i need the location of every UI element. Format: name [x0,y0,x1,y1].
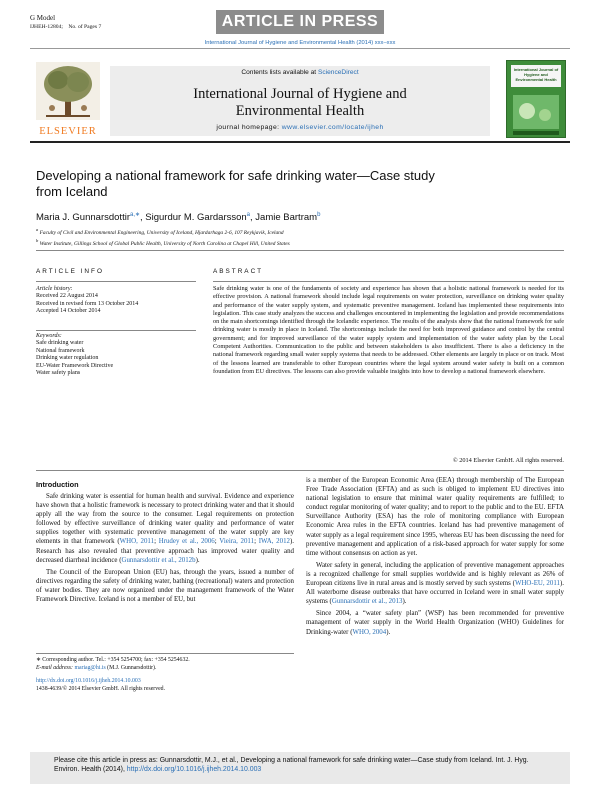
author-list [36,209,320,224]
paragraph [306,609,564,636]
affiliation-line [36,237,556,248]
article-info-heading: ARTICLE INFO [36,268,104,275]
introduction-heading: Introduction [36,480,79,489]
keyword-item: Water safety plans [36,370,81,377]
text-run: is a member of the European Economic Area (EEA) through membership of The European Free Trade Association (EFTA) and as such is obliged to implement EU directives into national legislation to ensure that minimal water quality requirements are fulfilled; to conduct regular monitoring of water quality; and to report to the public and to the EU. EFTA Surveillance Authority (ESA) has the role of monitoring compliance with European Economic Area rules in the EFTA countries. Iceland has had preventive management of water supply as a legal requirement since 1995, whereas EU has been discussing the need for preventive management and application of a risk-based approach for water supply for some time without consensus on action as yet. [306,477,564,557]
history-rule [36,330,196,331]
abstract-rule [213,281,564,282]
text-run: ). [386,628,391,636]
journal-title-line1: International Journal of Hygiene and [193,86,407,102]
author-name: Jamie Bartram [255,212,318,224]
cover-art-icon [507,91,565,138]
author-separator: , [250,212,256,224]
affiliation-marker: b [36,238,39,244]
history-label: Article history: [36,286,73,292]
article-title [36,168,556,200]
email-link[interactable]: mariag@hi.is [74,664,106,671]
footnote-rule [36,653,294,654]
abstract-text: Safe drinking water is one of the fundaments of society and experience has shown that a holistic national framework is needed for its effective provision. A national framework should include legal requirements on water protection, surveillance on drinking water quality and performance of the water supply system, and systematic preventive management. Iceland has implemented these requirements into legislation. This case study analyzes the success and challenges encountered in implementing the legislation and provide recommendations on the main shortcomings identified through the Icelandic experience. The results of the analysis show that the national framework for safe drinking water is mostly in place in Iceland. The shortcomings include the need for both improved guidance and control by the central government; and for improved surveillance of the water supply system and implementation of the water safety plan by the Local Competent Authorities. Communication to the public and between stakeholders is also insufficient. There is also a deficiency in the national framework regarding small water supply systems that needs to be addressed. Other elements are largely in place or on track. Most of the lessons learned are transferable to other European countries where the legal system around water safety is built on a common foundation from EU directives. The lessons can also provide valuable insights into how to develop a national framework elsewhere. [213,285,564,375]
journal-citation-line: International Journal of Hygiene and Environmental Health (2014) xxx–xxx [204,40,396,46]
author-separator: , [140,212,146,224]
elsevier-tree-icon [36,62,100,120]
text-run: ). [195,556,200,564]
article-title-line2: from Iceland [36,184,108,199]
citation-link[interactable]: IWA, 2012 [258,538,290,546]
history-item: Received in revised form 13 October 2014 [36,300,139,307]
citation-link[interactable]: Gunnarsdottir et al., 2013 [331,598,403,606]
journal-title-line2: Environmental Health [235,103,365,119]
text-run: ). All waterborne disease outbreaks that have occurred in Iceland were in small water supply systems ( [306,580,564,606]
citation-link[interactable]: Hrudey et al., 2006 [158,538,215,546]
text-run: ). Research has also revealed that preventive approach has improved water quality and decreased diarrheal incidence ( [36,538,294,564]
text-run: ). [402,598,407,606]
contents-available [110,70,490,77]
sciencedirect-link[interactable]: ScienceDirect [317,69,359,76]
keyword-item: EU-Water Framework Directive [36,362,114,369]
email-suffix: (M.J. Gunnarsdottir). [107,664,157,671]
author-affiliation-marker: b [317,212,321,218]
intro-right-column [306,476,564,640]
text-run: ; [254,538,259,546]
citation-link[interactable]: Gunnarsdottir et al., 2012b [121,556,196,564]
article-id: IJHEH-12804; [30,24,63,30]
doi-link[interactable]: http://dx.doi.org/10.1016/j.ijheh.2014.10.003 [36,678,141,685]
g-model-label: G Model [30,14,56,22]
text-run: Water safety in general, including the application of preventive management approaches is a recognized challenge for small supplies worldwide and is highly relevant as 26% of European citizens live in rural areas and is mostly served by such systems ( [306,561,564,588]
article-title-line1: Developing a national framework for safe drinking water—Case study [36,168,435,183]
article-in-press-banner: ARTICLE IN PRESS [216,10,384,34]
page-count: No. of Pages 7 [68,24,102,30]
text-run: ; [214,538,220,546]
elsevier-logo [36,62,100,137]
intro-left-column [36,492,294,607]
keyword-item: Drinking water regulation [36,355,99,362]
paragraph [306,561,564,606]
author-affiliation-marker: a [246,212,251,218]
history-item: Received 22 August 2014 [36,293,98,300]
abstract-copyright: © 2014 Elsevier GmbH. All rights reserved. [452,457,564,464]
affiliation-line [36,226,556,237]
author-name: Sigurdur M. Gardarsson [145,212,247,224]
citation-link[interactable]: WHO, 2011 [119,538,155,546]
contents-prefix: Contents lists available at [241,69,317,76]
history-item: Accepted 14 October 2014 [36,308,101,315]
corresponding-author-note: ∗ Corresponding author. Tel.: +354 5254700; fax: +354 5254632. [36,657,190,663]
paragraph [36,568,294,604]
elsevier-wordmark: ELSEVIER [39,126,97,137]
abstract-bottom-rule [36,470,564,471]
affiliation-text: Faculty of Civil and Environmental Engineering, University of Iceland, Hjardarhaga 2-6, 107 Reykjavik, Iceland [38,229,284,236]
keyword-item: Safe drinking water [36,340,84,347]
cite-this-text [30,752,570,779]
text-run: ; [154,538,159,546]
cite-text: Please cite this article in press as: Gunnarsdottir, M.J., et al., Developing a national framework for safe drinking water—Case study from Iceland. Int. J. Hyg. Environ. Health (2014), [54,757,529,774]
affiliation-marker: a [36,227,39,232]
cover-title: International Journal of Hygiene and Environmental Health [511,65,561,87]
footnotes [36,657,294,693]
cite-doi-link[interactable]: http://dx.doi.org/10.1016/j.ijheh.2014.10.003 [126,766,262,774]
text-run: The Council of the European Union (EU) has, through the years, issued a number of directives regarding the safety of drinking water, bathing (recreational) waters and protection of water bodies. They are now organized under the management framework of the Water Framework Directive. Iceland is not a member of EU, but [36,568,294,604]
journal-homepage [110,124,490,131]
paragraph [306,476,564,558]
abstract-heading: ABSTRACT [213,268,264,275]
affiliation-text: Water Institute, Gillings School of Global Public Health, University of North Carolina at Chapel Hill, United States [38,241,290,248]
issn-line: 1438-4639/© 2014 Elsevier GmbH. All rights reserved. [36,685,166,692]
homepage-label: journal homepage: [216,124,280,131]
author-affiliation-marker: a,∗ [129,212,141,218]
keywords-list [36,340,196,377]
paragraph [36,492,294,565]
email-line [36,665,294,673]
journal-cover-thumbnail [506,60,566,138]
cite-this-article-box [30,752,570,784]
author-name: Maria J. Gunnarsdottir [36,212,130,224]
keywords-block [36,333,196,377]
affiliations [36,226,556,249]
text-run: Safe drinking water is essential for human health and survival. Evidence and experience have shown that a holistic framework is necessary to protect drinking water and that it should apply all the way from the source to the consumer. Legal requirements on protection followed by effective surveillance of drinking water quality and performance of water supplies together with systematic preventive management of the water supply are key elements in that framework ( [36,493,294,546]
citation-link[interactable]: Vieira, 2011 [219,538,255,546]
affiliation-rule [36,250,564,251]
citation-link[interactable]: WHO-EU, 2011 [514,580,560,588]
article-info-rule [36,281,196,282]
text-run: Since 2004, a “water safety plan” (WSP) has been recommended for preventive management of water supply in the World Health Organization (WHO) Guidelines for Drinking-water ( [306,610,564,636]
journal-title [110,86,490,120]
keywords-label: Keywords: [36,333,62,339]
article-id-line [30,24,101,31]
header-rule [30,48,570,49]
history-list [36,293,196,315]
citation-link[interactable]: WHO, 2004 [352,628,387,636]
masthead-rule [30,141,570,143]
homepage-url[interactable]: www.elsevier.com/locate/ijheh [281,124,384,131]
email-label: E-mail address: [36,664,73,671]
keyword-item: National framework [36,347,85,354]
article-history [36,286,196,316]
